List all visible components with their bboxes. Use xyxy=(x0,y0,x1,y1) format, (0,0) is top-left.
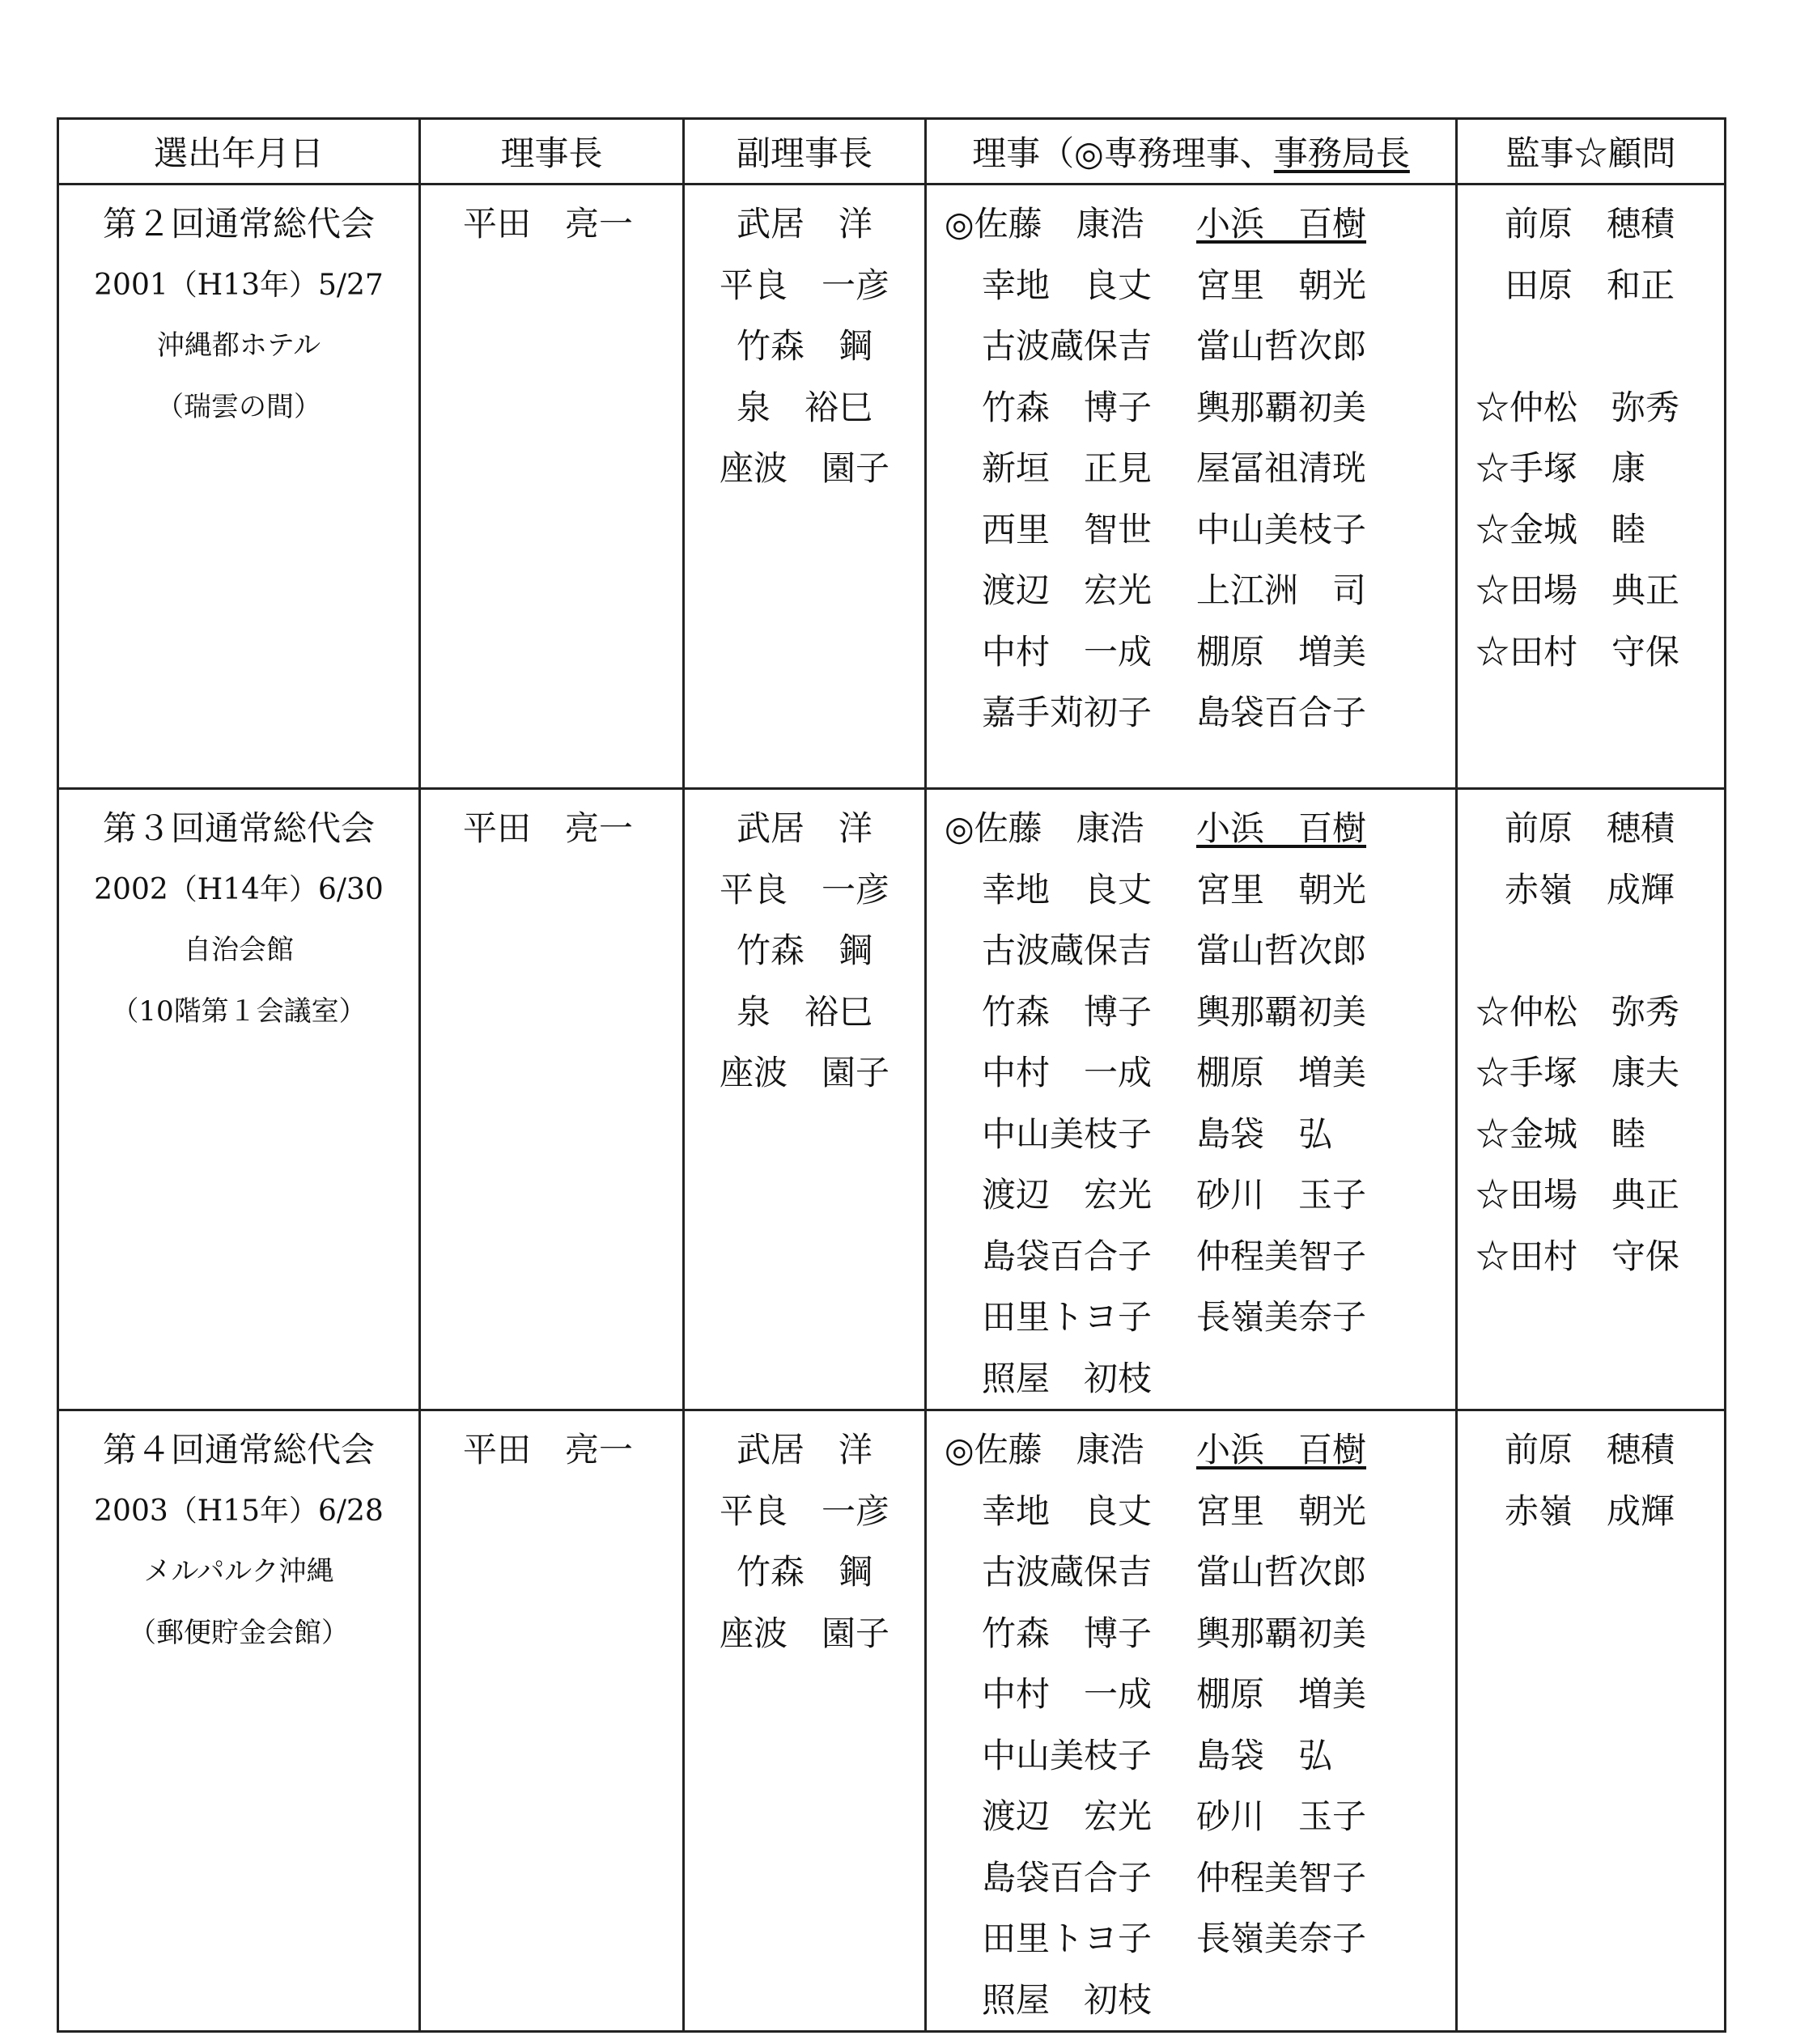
vice-chair-name: 竹森 鋼 xyxy=(736,931,873,970)
election-date-line: 2002（H14年）6/30 xyxy=(94,872,384,906)
director-name: 中山美枝子 xyxy=(982,1113,1153,1154)
officer-roster-table xyxy=(57,117,1726,2033)
director-line xyxy=(927,798,1455,859)
election-date-cell xyxy=(58,184,420,789)
advisor-name: ☆手塚 康夫 xyxy=(1475,1053,1680,1092)
director-name: 幸地 良丈 xyxy=(982,869,1153,910)
director-name: 幸地 良丈 xyxy=(982,265,1153,305)
header-directors-prefix: 理事（◎専務理事、 xyxy=(972,134,1274,173)
director-name: 幸地 良丈 xyxy=(982,1491,1153,1531)
election-date-line: 第４回通常総代会 xyxy=(102,1430,375,1469)
directors-cell xyxy=(926,789,1457,1410)
auditor-name: 前原 穂積 xyxy=(1505,1430,1675,1469)
header-directors-secretary: 事務局長 xyxy=(1273,134,1410,173)
table-row xyxy=(58,789,1726,1410)
spacer xyxy=(1458,316,1724,377)
spacer xyxy=(1458,920,1724,982)
director-name: 砂川 玉子 xyxy=(1196,1796,1367,1836)
director-name: 宮里 朝光 xyxy=(1196,1491,1367,1531)
advisor-name: ☆田場 典正 xyxy=(1475,570,1680,610)
director-name: 中村 一成 xyxy=(982,631,1153,672)
director-name: 當山哲次郎 xyxy=(1196,931,1367,970)
director-name: 渡辺 宏光 xyxy=(982,1796,1153,1836)
director-name: 田里トヨ子 xyxy=(982,1297,1153,1337)
election-date-line: メルパルク沖縄 xyxy=(143,1555,334,1588)
director-name: 當山哲次郎 xyxy=(1196,1552,1367,1592)
advisor-name: ☆金城 睦 xyxy=(1475,1113,1646,1154)
director-name: 照屋 初枝 xyxy=(982,1358,1153,1398)
secretary-general-name: 小浜 百樹 xyxy=(1196,1430,1367,1469)
director-name: 當山哲次郎 xyxy=(1196,326,1367,366)
director-name: 島袋 弘 xyxy=(1196,1113,1333,1154)
director-name: 照屋 初枝 xyxy=(982,1979,1153,2020)
director-name: 田里トヨ子 xyxy=(982,1919,1153,1958)
director-line xyxy=(927,682,1455,744)
director-line xyxy=(927,621,1455,683)
election-date-line: 第３回通常総代会 xyxy=(102,808,375,848)
election-date-cell xyxy=(58,1410,420,2032)
vice-chair-name: 座波 園子 xyxy=(719,1053,890,1092)
director-name: 島袋 弘 xyxy=(1196,1735,1333,1775)
header-chair: 理事長 xyxy=(420,119,684,184)
election-date-line: （10階第１会議室） xyxy=(111,994,367,1028)
director-line xyxy=(927,1287,1455,1348)
director-name: 長嶺美奈子 xyxy=(1196,1297,1367,1337)
director-name: 渡辺 宏光 xyxy=(982,1175,1153,1215)
director-line xyxy=(927,499,1455,561)
director-name: 渡辺 宏光 xyxy=(982,570,1153,610)
chair-cell xyxy=(420,1410,684,2032)
director-line xyxy=(927,1164,1455,1226)
director-line xyxy=(927,1541,1455,1603)
director-name: 竹森 博子 xyxy=(982,1613,1153,1653)
director-line xyxy=(927,1847,1455,1909)
director-line xyxy=(927,1481,1455,1542)
director-name: 棚原 増美 xyxy=(1196,631,1367,672)
director-name: 西里 智世 xyxy=(982,509,1153,549)
director-name: 新垣 正見 xyxy=(982,448,1153,488)
auditors-advisors-cell xyxy=(1457,1410,1726,2032)
election-date-line: 沖縄都ホテル xyxy=(156,329,321,362)
director-line xyxy=(927,193,1455,255)
director-name: 仲程美智子 xyxy=(1196,1857,1367,1898)
chair-cell xyxy=(420,789,684,1410)
vice-chair-name: 平良 一彦 xyxy=(719,869,890,910)
chair-name: 平田 亮一 xyxy=(463,1430,634,1469)
header-vice-chair: 副理事長 xyxy=(684,119,926,184)
director-name: 棚原 増美 xyxy=(1196,1053,1367,1092)
header-auditors: 監事☆顧問 xyxy=(1457,119,1726,184)
director-name: ◎佐藤 康浩 xyxy=(945,204,1144,244)
header-date: 選出年月日 xyxy=(58,119,420,184)
director-name: 中村 一成 xyxy=(982,1674,1153,1714)
advisor-name: ☆田場 典正 xyxy=(1475,1175,1680,1215)
director-line xyxy=(927,1908,1455,1970)
election-date-line: 2003（H15年）6/28 xyxy=(94,1494,384,1528)
director-line xyxy=(927,316,1455,377)
directors-cell xyxy=(926,1410,1457,2032)
director-name: 上江洲 司 xyxy=(1196,570,1367,610)
director-name: 宮里 朝光 xyxy=(1196,869,1367,910)
auditor-name: 前原 穂積 xyxy=(1505,204,1675,244)
director-line xyxy=(927,1664,1455,1725)
auditors-advisors-cell xyxy=(1457,789,1726,1410)
auditor-name: 前原 穂積 xyxy=(1505,808,1675,848)
advisor-name: ☆仲松 弥秀 xyxy=(1475,991,1680,1032)
table-row xyxy=(58,1410,1726,2032)
auditor-name: 赤嶺 成輝 xyxy=(1505,869,1675,910)
vice-chair-name: 竹森 鋼 xyxy=(736,1552,873,1592)
chair-name: 平田 亮一 xyxy=(463,808,634,848)
director-name: 竹森 博子 xyxy=(982,387,1153,427)
auditor-name: 田原 和正 xyxy=(1505,265,1675,305)
director-line xyxy=(927,982,1455,1043)
election-date-line: 自治会館 xyxy=(184,934,294,966)
auditors-advisors-cell xyxy=(1457,184,1726,789)
director-name: 宮里 朝光 xyxy=(1196,265,1367,305)
director-name: ◎佐藤 康浩 xyxy=(945,1430,1144,1469)
director-name: 長嶺美奈子 xyxy=(1196,1919,1367,1958)
director-line xyxy=(927,1970,1455,2031)
director-line xyxy=(927,1725,1455,1787)
directors-cell xyxy=(926,184,1457,789)
director-name: 輿那覇初美 xyxy=(1196,1613,1367,1653)
advisor-name: ☆仲松 弥秀 xyxy=(1475,387,1680,427)
vice-chair-name: 武居 洋 xyxy=(736,204,873,244)
vice-chair-name: 平良 一彦 xyxy=(719,1491,890,1531)
director-name: 砂川 玉子 xyxy=(1196,1175,1367,1215)
election-date-line: 2001（H13年）5/27 xyxy=(94,268,384,302)
advisor-name: ☆田村 守保 xyxy=(1475,631,1680,672)
director-name: 中山美枝子 xyxy=(1196,509,1367,549)
advisor-name: ☆手塚 康 xyxy=(1475,448,1646,488)
director-name: ◎佐藤 康浩 xyxy=(945,808,1144,848)
header-directors xyxy=(926,119,1457,184)
vice-chair-name: 座波 園子 xyxy=(719,448,890,488)
director-line xyxy=(927,1603,1455,1664)
director-line xyxy=(927,1786,1455,1847)
director-line xyxy=(927,920,1455,982)
director-name: 中山美枝子 xyxy=(982,1735,1153,1775)
director-line xyxy=(927,1348,1455,1410)
election-date-line: 第２回通常総代会 xyxy=(102,204,375,244)
director-name: 古波蔵保吉 xyxy=(982,931,1153,970)
election-date-cell xyxy=(58,789,420,1410)
director-line xyxy=(927,1419,1455,1481)
advisor-name: ☆田村 守保 xyxy=(1475,1236,1680,1276)
auditor-name: 赤嶺 成輝 xyxy=(1505,1491,1675,1531)
director-line xyxy=(927,1042,1455,1104)
director-line xyxy=(927,438,1455,499)
director-line xyxy=(927,1104,1455,1165)
chair-name: 平田 亮一 xyxy=(463,204,634,244)
table-row xyxy=(58,184,1726,789)
vice-chair-cell xyxy=(684,1410,926,2032)
director-line xyxy=(927,859,1455,921)
vice-chair-name: 平良 一彦 xyxy=(719,265,890,305)
vice-chair-name: 泉 裕巳 xyxy=(736,991,873,1032)
vice-chair-name: 武居 洋 xyxy=(736,1430,873,1469)
director-name: 嘉手苅初子 xyxy=(982,693,1153,732)
chair-cell xyxy=(420,184,684,789)
election-date-line: （郵便貯金会館） xyxy=(129,1616,349,1649)
director-name: 竹森 博子 xyxy=(982,991,1153,1032)
director-name: 古波蔵保吉 xyxy=(982,326,1153,366)
vice-chair-cell xyxy=(684,184,926,789)
director-line xyxy=(927,1226,1455,1287)
director-name: 輿那覇初美 xyxy=(1196,387,1367,427)
vice-chair-name: 竹森 鋼 xyxy=(736,326,873,366)
election-date-line: （瑞雲の間） xyxy=(156,390,321,423)
director-name: 輿那覇初美 xyxy=(1196,991,1367,1032)
advisor-name: ☆金城 睦 xyxy=(1475,509,1646,549)
director-name: 中村 一成 xyxy=(982,1053,1153,1092)
director-name: 仲程美智子 xyxy=(1196,1236,1367,1276)
director-name: 古波蔵保吉 xyxy=(982,1552,1153,1592)
vice-chair-name: 武居 洋 xyxy=(736,808,873,848)
vice-chair-name: 座波 園子 xyxy=(719,1613,890,1653)
secretary-general-name: 小浜 百樹 xyxy=(1196,808,1367,848)
director-line xyxy=(927,560,1455,621)
director-name: 島袋百合子 xyxy=(982,1857,1153,1898)
director-name: 棚原 増美 xyxy=(1196,1674,1367,1714)
vice-chair-cell xyxy=(684,789,926,1410)
header-row xyxy=(58,119,1726,184)
director-line xyxy=(927,377,1455,439)
director-name: 屋冨祖清珖 xyxy=(1196,448,1367,488)
director-line xyxy=(927,255,1455,316)
vice-chair-name: 泉 裕巳 xyxy=(736,387,873,427)
director-name: 島袋百合子 xyxy=(982,1236,1153,1276)
director-name: 島袋百合子 xyxy=(1196,693,1367,732)
secretary-general-name: 小浜 百樹 xyxy=(1196,204,1367,244)
